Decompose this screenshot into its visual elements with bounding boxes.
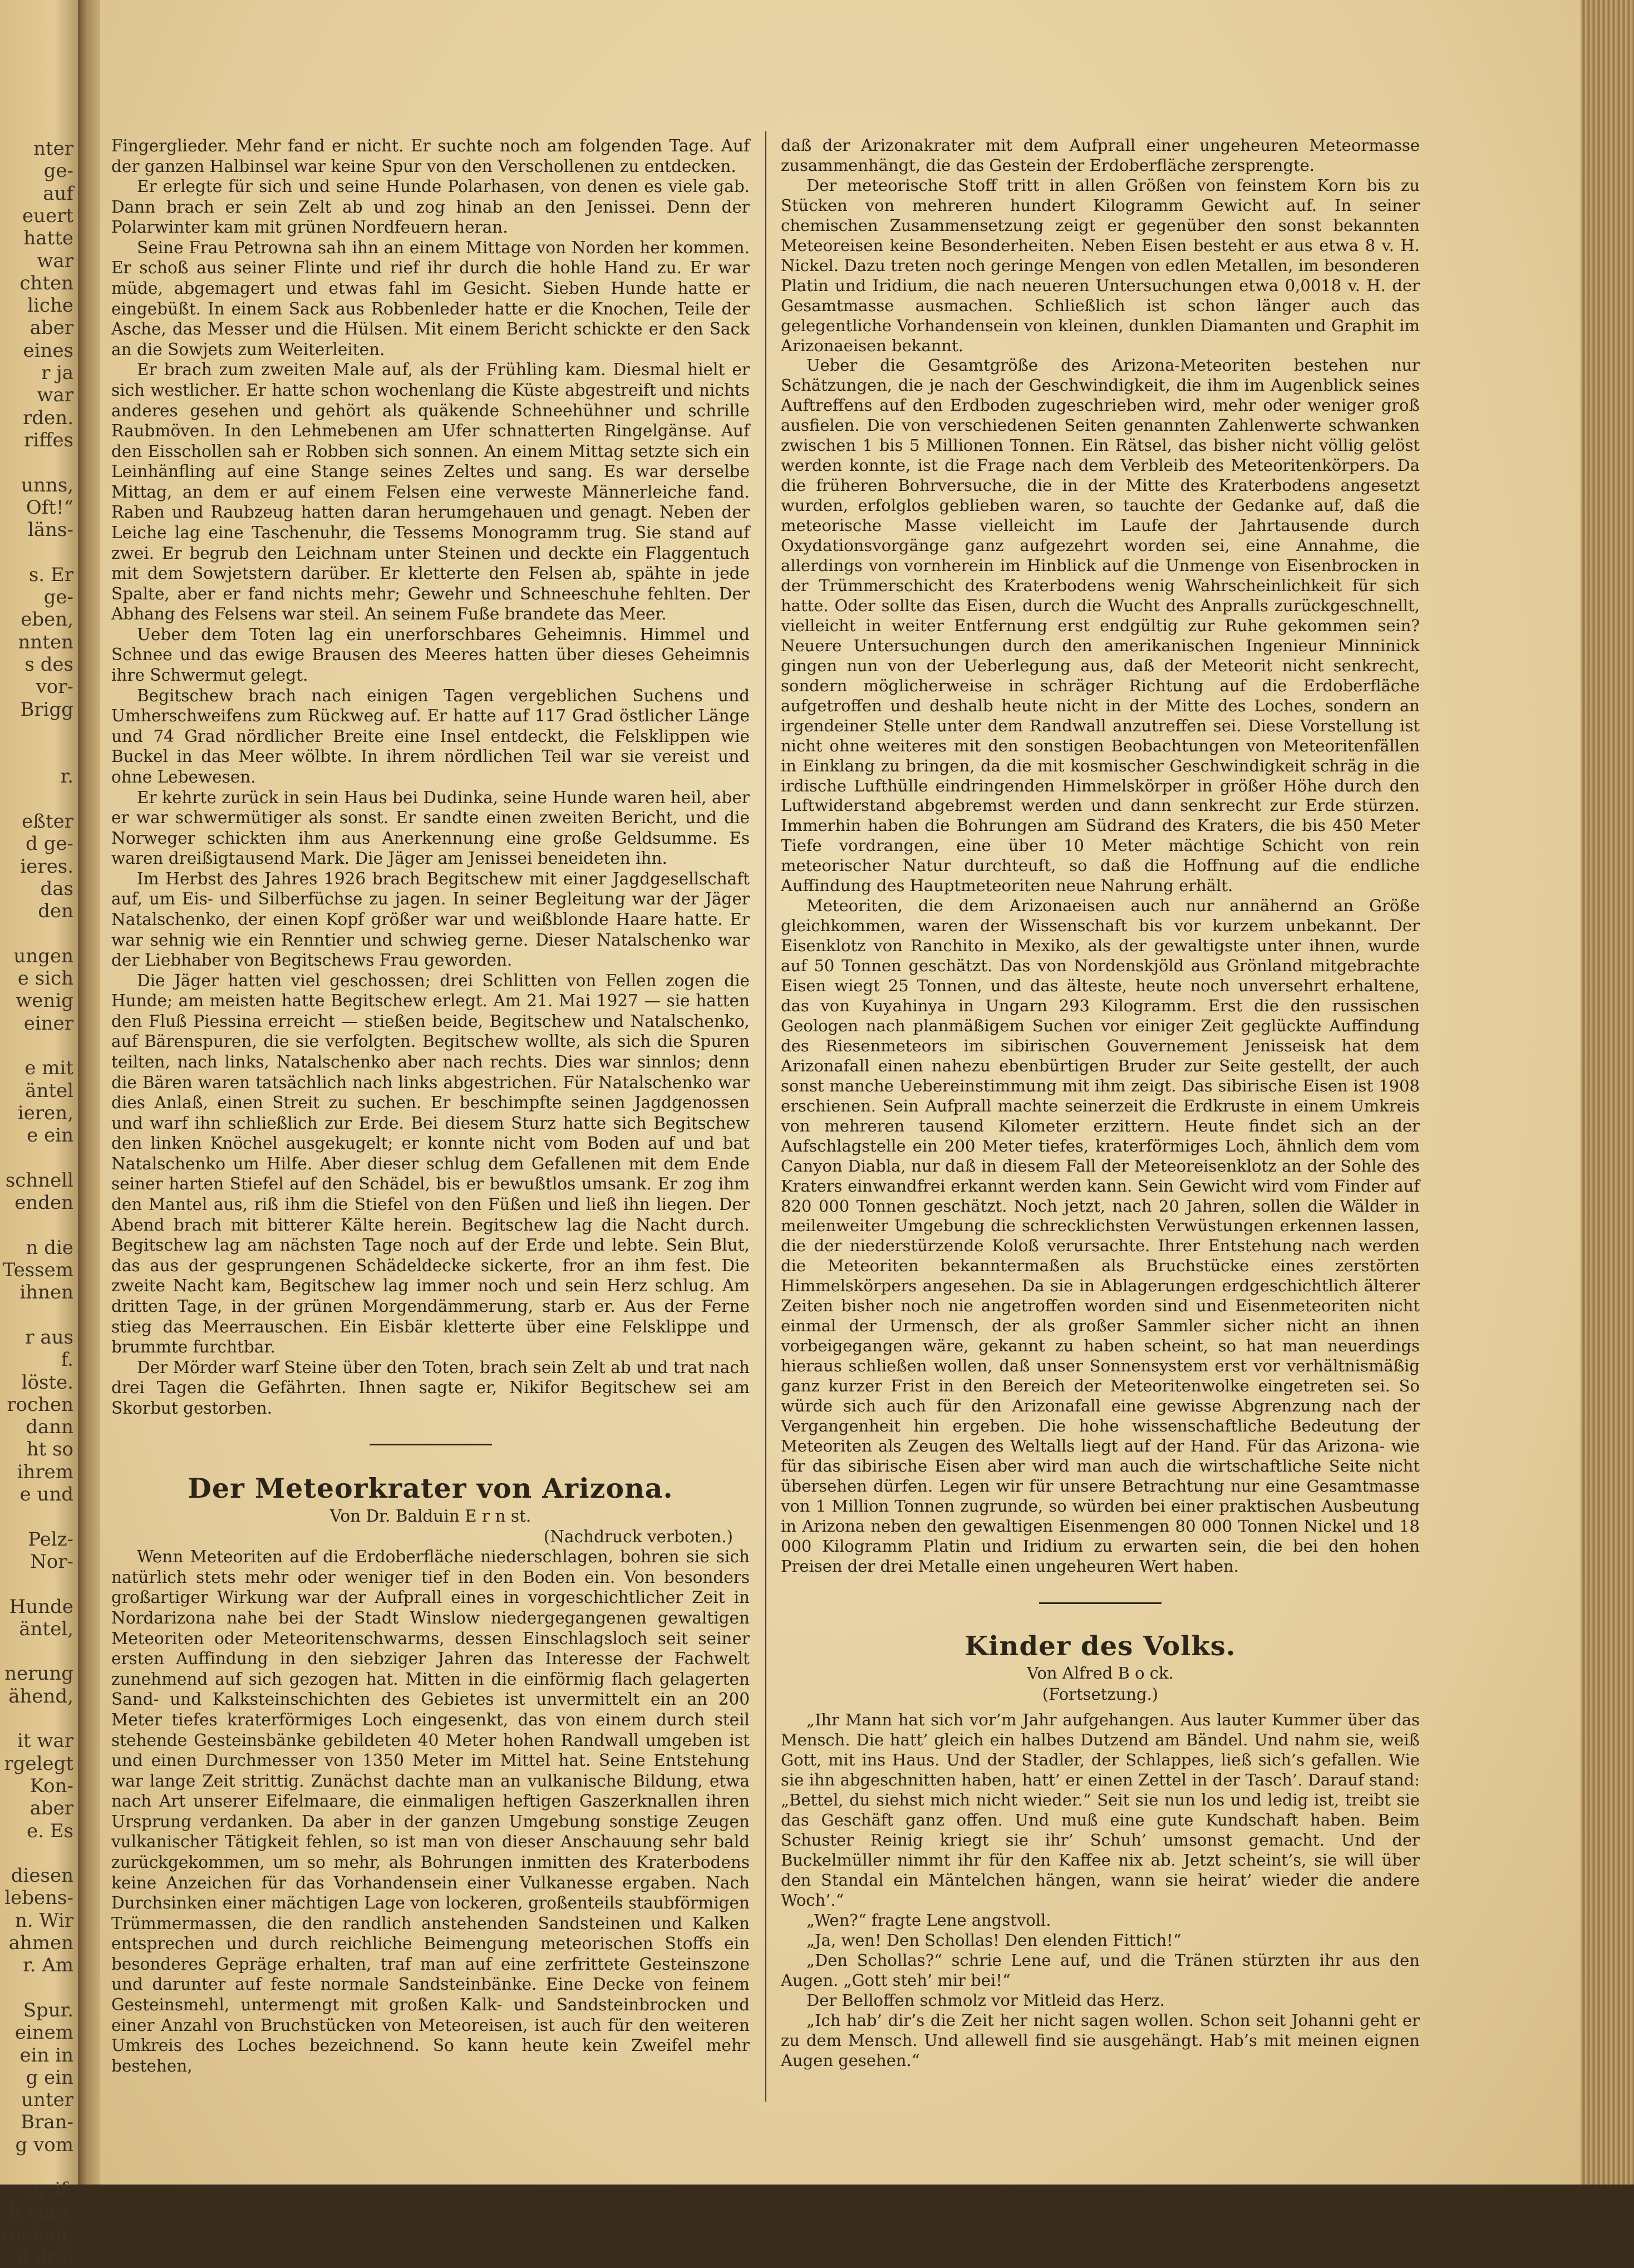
left-page-text-fragment: d ge- bbox=[26, 833, 73, 855]
paragraph: Der meteorische Stoff tritt in allen Größen von feinstem Korn bis zu Stücken von mehreren hundert Kilogramm Gewicht auf. In seiner chemischen Zusammensetzung zeigt er gegenüber den sonst bekannten Meteoreisen keine Besonderheiten. Neben Eisen besteht er aus etwa 8 v. H. Nickel. Dazu treten noch geringe Mengen von edlen Metallen, im besonderen Platin und Iridium, die nach neueren Untersuchungen etwa 0,0018 v. H. der Gesamtmasse ausmachen. Schließlich ist schon länger auch das gelegentliche Vorhandensein von kleinen, dunklen Diamanten und Graphit im Arizonaeisen bekannt. bbox=[781, 175, 1420, 355]
left-page-text-fragment: nter bbox=[33, 137, 73, 160]
left-page-text-fragment: ieres. bbox=[20, 855, 73, 878]
left-page-text-fragment: chten bbox=[19, 272, 73, 294]
paragraph: Ueber dem Toten lag ein unerforschbares Geheimnis. Himmel und Schnee und das ewige Brausen des Meeres hatten über dieses Geheimnis ihre Schwermut gelegt. bbox=[111, 624, 750, 685]
left-page-text-fragment: äntel bbox=[25, 1079, 73, 1102]
left-page-text-fragment: it war bbox=[17, 1730, 73, 1753]
paragraph: Er erlegte für sich und seine Hunde Polarhasen, von denen es viele gab. Dann brach er sein Zelt ab und zog hinab an den Jenissei. Denn der Polarwinter kam mit grünen Nordfeuern heran. bbox=[111, 177, 750, 237]
left-page-text-fragment: nnten bbox=[18, 631, 73, 653]
article-title-meteorkrater: Der Meteorkrater von Arizona. bbox=[188, 1472, 673, 1505]
left-page-text-fragment: ihnen bbox=[19, 1281, 73, 1304]
left-page-text-fragment: aber bbox=[29, 1797, 73, 1820]
left-page-text-fragment: aber bbox=[29, 317, 73, 340]
left-page-text-fragment: Oft!“ bbox=[26, 496, 73, 519]
column-right bbox=[781, 136, 1420, 2070]
left-page-text-fragment: s. Er bbox=[28, 563, 73, 586]
column-left bbox=[111, 136, 750, 2076]
left-page-text-fragment: ihrem bbox=[17, 1460, 73, 1483]
left-page-text-fragment: unns, bbox=[21, 474, 73, 496]
left-page-text-fragment: rochen bbox=[7, 1393, 73, 1416]
left-page-text-fragment: ähend, bbox=[8, 1685, 73, 1708]
left-page-text-fragment: r aus bbox=[25, 1326, 73, 1349]
paragraph: Die Jäger hatten viel geschossen; drei Schlitten von Fellen zogen die Hunde; am meisten hatte Begitschew erlegt. Am 21. Mai 1927 — sie hatten den Fluß Piessina erreicht — stießen beide, Begitschew und Natalschenko, auf Bärenspuren, die sie verfolgten. Begitschew wollte, als sich die Spuren teilten, nach links, Natalschenko aber nach rechts. Dies war sinnlos; denn die Bären waren tatsächlich nach links abgestrichen. Für Natalschenko war dies Anlaß, einen Streit zu suchen. Er beschimpfte seinen Jagdgenossen und warf ihn schließlich zur Erde. Bei diesem Sturz hatte sich Begitschew den linken Knöchel ausgekugelt; er konnte nicht vom Boden auf und bat Natalschenko um Hilfe. Aber dieser schlug dem Gefallenen mit dem Ende seiner harten Stiefel auf den Schädel, bis er bewußtlos umsank. Er zog ihm den Mantel aus, riß ihm die Stiefel von den Füßen und ließ ihn liegen. Der Abend brach mit bitterer Kälte herein. Begitschew lag die Nacht durch. Begitschew lag am nächsten Tage noch auf der Erde und lebte. Sein Blut, das aus der gesprungenen Schädeldecke sickerte, fror an ihm fest. Die zweite Nacht kam, Begitschew lag immer noch und sein Herz schlug. Am dritten Tage, in der grünen Morgendämmerung, starb er. Aus der Ferne stieg das Meerrauschen. Ein Eisbär kletterte über eine Felsklippe und brummte furchtbar. bbox=[111, 971, 750, 1357]
left-page-text-fragment: riffes bbox=[24, 429, 73, 451]
left-page-text-fragment: e und bbox=[19, 1483, 73, 1506]
story-continuation bbox=[111, 136, 750, 1418]
left-page-text-fragment: r. bbox=[60, 765, 73, 788]
paragraph: Im Herbst des Jahres 1926 brach Begitschew mit einer Jagdgesellschaft auf, um Eis- und Silberfüchse zu jagen. In seiner Begleitung war der Jäger Natalschenko, der einen Kopf größer war und weißblonde Haare hatte. Er war sehnig wie ein Renntier und schwieg gerne. Dieser Natalschenko war der Liebhaber von Begitschews Frau geworden. bbox=[111, 869, 750, 970]
left-page-text-fragment: Pelz- bbox=[28, 1528, 73, 1551]
left-page-text-fragment: ht so bbox=[26, 1438, 73, 1461]
left-page-text-fragment: euert bbox=[22, 204, 73, 227]
left-page-text-fragment: ahmen bbox=[8, 1932, 73, 1954]
paragraph: Er brach zum zweiten Male auf, als der Frühling kam. Diesmal hielt er sich westlicher. Er hatte schon wochenlang die Küste abgestreift und nichts anderes gesehen und gehört als quäkende Schneehühner und schrille Raubmöven. In den Lehmebenen am Ufer schnatterten Ringelgänse. Auf den Eisschollen sah er Robben sich sonnen. An einem Mittag setzte sich ein Leinhänfling auf eine Stange seines Zeltes und sang. Es war derselbe Mittag, an dem er auf einem Felsen eine verweste Männerleiche fand. Raben und Raubzeug hatten daran herumgehauen und genagt. Neben der Leiche lag eine Taschenuhr, die Tessems Monogramm trug. Sie stand auf zwei. Er begrub den Leichnam unter Steinen und deckte ein Flaggentuch mit dem Sowjetstern darüber. Er kletterte den Felsen ab, spähte in jede Spalte, aber er fand nichts mehr; Gewehr und Schneeschuhe fehlten. Der Abhang des Felsens war steil. An seinem Fuße brandete das Meer. bbox=[111, 360, 750, 624]
paragraph: Der Belloffen schmolz vor Mitleid das Herz. bbox=[806, 1990, 1165, 2010]
left-page-text-fragment: nerung bbox=[4, 1662, 73, 1685]
left-page-text-fragment: rgelegt bbox=[4, 1752, 73, 1775]
left-page-text-fragment: Brigg bbox=[20, 698, 73, 721]
continuation-note: (Fortsetzung.) bbox=[1042, 1685, 1159, 1704]
left-page-text-fragment: war bbox=[37, 384, 73, 407]
left-page-text-fragment: rochen, bbox=[1, 2223, 73, 2246]
left-page-text-fragment: ieren, bbox=[17, 1101, 73, 1124]
left-page-text-fragment: ein in bbox=[19, 2044, 73, 2067]
left-page-text-fragment: äntel, bbox=[19, 1617, 73, 1640]
left-page-text-fragment: r. Am bbox=[23, 1954, 73, 1977]
article-author-ernst: Von Dr. Balduin E r n st. bbox=[329, 1507, 531, 1526]
left-page-text-fragment: eben, bbox=[21, 608, 73, 631]
paragraph: Seine Frau Petrowna sah ihn an einem Mittage von Norden her kommen. Er schoß aus seiner Flinte und rief ihr durch die hohle Hand zu. Er war müde, abgemagert und etwas fahl im Gesicht. Sieben Hunde hatte er eingebüßt. In einem Sack aus Robbenleder hatte er die Knochen, Teile der Asche, das Messer und die Hülsen. Mit einem Bericht schickte er den Sack an die Sowjets zum Weiterleiten. bbox=[111, 238, 750, 359]
left-page-text-fragment: ungen bbox=[13, 944, 73, 967]
article-body-meteorkrater bbox=[111, 1547, 750, 2076]
left-page-text-fragment: d drei bbox=[17, 2246, 73, 2268]
left-page-text-fragment: g ein bbox=[26, 2066, 73, 2089]
left-page-text-fragment: den bbox=[38, 900, 73, 923]
paragraph: daß der Arizonakrater mit dem Aufprall einer ungeheuren Meteormasse zusammenhängt, die das Gestein der Erdoberfläche zersprengte. bbox=[781, 136, 1420, 175]
left-page-text-fragment: enden bbox=[14, 1192, 73, 1214]
left-page-text-fragment: Bran- bbox=[21, 2111, 73, 2134]
left-page-text-fragment: n die bbox=[26, 1236, 73, 1259]
left-page-text-fragment: dann bbox=[26, 1416, 73, 1439]
left-page-text-fragment: eßter bbox=[22, 810, 73, 833]
paragraph: „Ihr Mann hat sich vor’m Jahr aufgehangen. Aus lauter Kummer über das Mensch. Die hatt’ gleich ein halbes Dutzend am Bändel. Und nahm sie, weiß Gott, mit ins Haus. Und der Stadler, der Schlappes, ließ sich’s gefallen. Wie sie ihn abgeschnitten haben, hatt’ er einen Zettel in der Tasch’. Darauf stand: „Bettel, du siehst mich nicht wieder.“ Seit sie nun los und ledig ist, treibt sie das Geschäft ganz offen. Und muß eine gute Kundschaft haben. Beim Schuster Reinig kriegt sie ihr’ Schuh’ umsonst gemacht. Und der Buckelmüller nimmt ihr für den Kaffee nix ab. Jetzt scheint’s, sie will über den Standal ein Mäntelchen hängen, wann sie heirat’ wieder die andere Woch’.“ bbox=[781, 1710, 1420, 1910]
paragraph: „Ja, wen! Den Schollas! Den elenden Fittich!“ bbox=[806, 1930, 1182, 1950]
left-page-text-fragment: vor- bbox=[36, 676, 73, 698]
paragraph: Fingerglieder. Mehr fand er nicht. Er suchte noch am folgenden Tage. Auf der ganzen Halbinsel war keine Spur von den Verschollenen zu entdecken. bbox=[111, 136, 750, 176]
paragraph: Begitschew brach nach einigen Tagen vergeblichen Suchens und Umherschweifens zum Rückweg auf. Er hatte auf 117 Grad östlicher Länge und 74 Grad nördlicher Breite eine Insel entdeckt, die Felsklippen wie Buckel in das Meer wölbte. In ihrem nördlichen Teil war sie vereist und ohne Lebewesen. bbox=[111, 686, 750, 786]
left-page-text-fragment: Spur. bbox=[23, 1999, 73, 2021]
left-page-text-fragment: diesen bbox=[11, 1864, 73, 1887]
article-body-meteorkrater-cont bbox=[781, 136, 1420, 1577]
left-page-text-fragment: rden. bbox=[23, 406, 73, 429]
left-page-text-fragment: schnell bbox=[5, 1169, 73, 1192]
left-page-edge bbox=[0, 0, 78, 2268]
left-page-text-fragment: einem bbox=[14, 2021, 73, 2044]
paragraph: Der Mörder warf Steine über den Toten, brach sein Zelt ab und trat nach drei Tagen die Gefährten. Ihnen sagte er, Nikifor Begitschew sei am Skorbut gestorben. bbox=[111, 1357, 750, 1418]
left-page-text-fragment: einer bbox=[23, 1012, 73, 1035]
left-page-text-fragment: wenig bbox=[16, 990, 73, 1012]
left-page-text-fragment: g vom bbox=[15, 2133, 73, 2156]
left-page-text-fragment: eines bbox=[23, 339, 73, 362]
left-page-text-fragment: e ein bbox=[27, 1124, 73, 1147]
left-page-text-fragment: egrif- bbox=[22, 2178, 73, 2201]
reprint-note: (Nachdruck verboten.) bbox=[543, 1527, 733, 1546]
left-page-text-fragment: Kon- bbox=[29, 1774, 73, 1797]
paragraph: Meteoriten, die dem Arizonaeisen auch nur annähernd an Größe gleichkommen, waren der Wissenschaft bis vor kurzem unbekannt. Der Eisenklotz von Ranchito in Mexiko, als der gewaltigste unter ihnen, wurde auf 50 Tonnen geschätzt. Das von Nordenskjöld aus Grönland mitgebrachte Eisen wiegt 25 Tonnen, und das älteste, heute noch unversehrt erhaltene, das von Kuyahinya in Ungarn 293 Kilogramm. Erst die den russischen Geologen nach planmäßigem Suchen vor einiger Zeit geglückte Auffindung des Riesenmeteors im sibirischen Gouvernement Jenisseisk hat dem Arizonafall einen nahezu ebenbürtigen Bruder zur Seite gestellt, der auch sonst manche Uebereinstimmung mit ihm zeigt. Das sibirische Eisen ist 1908 erschienen. Sein Aufprall machte seinerzeit die Erdkruste in einem Umkreis von mehreren tausend Kilometer erzittern. Heute findet sich an der Aufschlagstelle ein 200 Meter tiefes, kraterförmiges Loch, ähnlich dem vom Canyon Diabla, nur daß in diesem Fall der Meteoreisenklotz an der Sohle des Kraters einwandfrei erkannt werden kann. Sein Gewicht wird vom Finder auf 820 000 Tonnen geschätzt. Noch jetzt, nach 20 Jahren, sollen die Wälder in meilenweiter Umgebung die schrecklichsten Verwüstungen erkennen lassen, die der niederstürzende Koloß verursachte. Ihrer Entstehung nach werden die Meteoriten bekanntermaßen als Bruchstücke eines zerstörten Himmelskörpers angesehen. Da sie in Ablagerungen erdgeschichtlich älterer Zeiten bisher noch nie angetroffen worden sind und Eisenmeteoriten nicht einmal der Urmensch, der als großer Sammler sicher nicht an ihnen vorbeigegangen wäre, gekannt zu haben scheint, so hat man neuerdings hieraus schließen wollen, daß unser Sonnensystem erst vor verhältnismäßig ganz kurzer Frist in den Bereich der Meteoritenwolke eingetreten sei. So würde sich auch für den Arizonafall eine gewisse Abgrenzung nach der Vergangenheit hin ergeben. Die hohe wissenschaftliche Bedeutung der Meteoriten als Zeugen des Weltalls liegt auf der Hand. Für das Arizona- wie für das sibirische Eisen aber wird man auch die wirtschaftliche Seite nicht übersehen dürfen. Legen wir für unsere Betrachtung nur eine Gesamtmasse von 1 Million Tonnen zugrunde, so würden bei einer praktischen Ausbeutung in Arizona neben den gewaltigen Eisenmengen 80 000 Tonnen Nickel und 18 000 Kilogramm Platin und Iridium zu erwarten sein, die bei den hohen Preisen der drei Metalle einen ungeheuren Wert haben. bbox=[781, 896, 1420, 1576]
article-author-bock: Von Alfred B o ck. bbox=[1027, 1664, 1174, 1683]
column-rule bbox=[765, 131, 766, 2102]
section-divider bbox=[1039, 1602, 1161, 1604]
left-page-text-fragment: löste. bbox=[21, 1371, 73, 1394]
left-page-text-fragment: n. Wir bbox=[15, 1909, 73, 1932]
paragraph: Er kehrte zurück in sein Haus bei Dudinka, seine Hunde waren heil, aber er war schwermütiger als sonst. Er sandte einen zweiten Bericht, und die Norweger schickten ihm aus Anerkennung eine große Geldsumme. Es waren dreißigtausend Mark. Die Jäger am Jenissei beneideten ihn. bbox=[111, 788, 750, 868]
left-page-text-fragment: auf bbox=[43, 182, 73, 205]
section-divider bbox=[370, 1444, 492, 1445]
left-page-text-fragment: s des bbox=[24, 653, 73, 676]
article-body-kinder-des-volks bbox=[781, 1710, 1420, 2070]
left-page-text-fragment: Hunde bbox=[9, 1595, 73, 1618]
left-page-text-fragment: hatte bbox=[23, 227, 73, 250]
left-page-text-fragment: e. Es bbox=[26, 1819, 73, 1842]
left-page-text-fragment: unter bbox=[21, 2089, 73, 2112]
page-stack-edge bbox=[1581, 0, 1634, 2185]
left-page-text-fragment: ge- bbox=[43, 586, 73, 608]
paragraph: Wenn Meteoriten auf die Erdoberfläche niederschlagen, bohren sie sich natürlich stets mehr oder weniger tief in den Boden ein. Von besonders großartiger Wirkung war der Aufprall eines in vorgeschichtlicher Zeit in Nordarizona nahe bei der Stadt Winslow niedergegangenen gewaltigen Meteoriten oder Meteoritenschwarms, dessen Einschlagsloch seit seiner ersten Auffindung in den siebziger Jahren das Interesse der Fachwelt zunehmend auf sich gezogen hat. Mitten in die einförmig flach gelagerten Sand- und Kalksteinschichten des Gebietes ist unvermittelt ein an 200 Meter tiefes kraterförmiges Loch eingesenkt, das von einem durch steil stehende Gesteinsbänke gebildeten 40 Meter hohen Randwall umgeben ist und einen Durchmesser von 1350 Meter im Mittel hat. Seine Entstehung war lange Zeit strittig. Zunächst dachte man an vulkanische Bildung, etwa nach Art unserer Eifelmaare, die einmaligen heftigen Gaszerknallen ihren Ursprung verdanken. Da aber in der ganzen Umgebung sonstige Zeugen vulkanischer Tätigkeit fehlen, so ist man von dieser Anschauung sehr bald zurückgekommen, um so mehr, als Bohrungen inmitten des Kraterbodens keine Anzeichen für das Vorhandensein einer Vulkanesse ergaben. Nach Durchsinken einer mächtigen Lage von lockeren, großenteils staubförmigen Trümmermassen, die den randlich anstehenden Sandsteinen und Kalken entsprechen und durch reichliche Beimengung meteorischen Stoffs ein besonderes Gepräge erhalten, traf man auf eine zerfrittete Gesteinszone und darunter auf feste normale Sandsteinbänke. Eine Decke von feinem Gesteinsmehl, untermengt mit großen Kalk- und Sandsteinbrocken und einer Anzahl von Bruchstücken von Meteoreisen, ist auch für den weiteren Umkreis des Loches bezeichnend. So kann heute kein Zweifel mehr bestehen, bbox=[111, 1547, 750, 2075]
left-page-text-fragment: war bbox=[37, 249, 73, 272]
left-page-text-fragment: h eine. bbox=[8, 2201, 73, 2223]
paragraph: „Den Schollas?“ schrie Lene auf, und die Tränen stürzten ihr aus den Augen. „Gott steh’ mir bei!“ bbox=[781, 1950, 1420, 1990]
left-page-text-fragment: r ja bbox=[41, 362, 73, 384]
left-page-text-fragment: lebens- bbox=[4, 1887, 73, 1910]
book-gutter bbox=[78, 0, 100, 2185]
paragraph: „Ich hab’ dir’s die Zeit her nicht sagen wollen. Schon seit Johanni geht er zu dem Mensch. Und allewell find sie ausgehängt. Hab’s mit meinen eignen Augen gesehen.“ bbox=[781, 2010, 1420, 2070]
left-page-text-fragment: das bbox=[40, 877, 73, 900]
paragraph: Ueber die Gesamtgröße des Arizona-Meteoriten bestehen nur Schätzungen, die je nach der Geschwindigkeit, die ihm im Augenblick seines Auftreffens auf den Erdboden zugeschrieben wird, mehr oder weniger groß ausfielen. Die von verschiedenen Seiten genannten Zahlenwerte schwanken zwischen 1 bis 5 Millionen Tonnen. Ein Rätsel, das bisher nicht völlig gelöst werden konnte, ist die Frage nach dem Verbleib des Meteoritenkörpers. Da die früheren Bohrversuche, die in der Mitte des Kraterbodens angesetzt wurden, erfolglos geblieben waren, so tauchte der Gedanke auf, daß die meteorische Masse vielleicht im Laufe der Jahrtausende durch Oxydationsvorgänge ganz aufgezehrt worden sei, eine Annahme, die allerdings von vornherein im Hinblick auf die Unmenge von Eisenbrocken in der Trümmerschicht des Kraterbodens wenig Wahrscheinlichkeit für sich hatte. Oder sollte das Eisen, durch die Wucht des Anpralls zurückgeschnellt, vielleicht in weiter Entfernung erst endgültig zur Ruhe gekommen sein? Neuere Untersuchungen durch den amerikanischen Ingenieur Minninick gingen nun von der Ueberlegung aus, daß der Meteorit nicht senkrecht, sondern möglicherweise in schräger Richtung auf die Erdoberfläche aufgetroffen und deshalb heute nicht in der Mitte des Loches, sondern an irgendeiner Stelle unter dem Randwall anzutreffen sei. Diese Vorstellung ist nicht ohne weiteres mit den sonstigen Beobachtungen von Meteoritenfällen in Einklang zu bringen, da die mit kosmischer Geschwindigkeit schräg in die irdische Lufthülle eindringenden Himmelskörper in größer Höhe durch den Luftwiderstand abgebremst werden und dann senkrecht zur Erde stürzen. Immerhin haben die Bohrungen am Südrand des Kraters, die bis 450 Meter Tiefe vordrangen, eine über 10 Meter mächtige Schicht von rein meteorischer Natur durchteuft, so daß die Hoffnung auf die endliche Auffindung des Hauptmeteoriten neue Nahrung erhält. bbox=[781, 356, 1420, 896]
left-page-text-fragment: Tessem bbox=[2, 1259, 73, 1281]
paragraph: „Wen?“ fragte Lene angstvoll. bbox=[806, 1910, 1051, 1930]
left-page-text-fragment: f. bbox=[61, 1349, 73, 1371]
article-title-kinder-des-volks: Kinder des Volks. bbox=[964, 1630, 1236, 1662]
left-page-text-fragment: Nor- bbox=[30, 1550, 73, 1573]
left-page-text-fragment: läns- bbox=[28, 519, 73, 542]
left-page-text-fragment: ge- bbox=[43, 160, 73, 183]
left-page-text-fragment: liche bbox=[27, 294, 73, 317]
left-page-text-fragment: e mit bbox=[24, 1057, 73, 1080]
left-page-text-fragment: e sich bbox=[17, 967, 73, 990]
